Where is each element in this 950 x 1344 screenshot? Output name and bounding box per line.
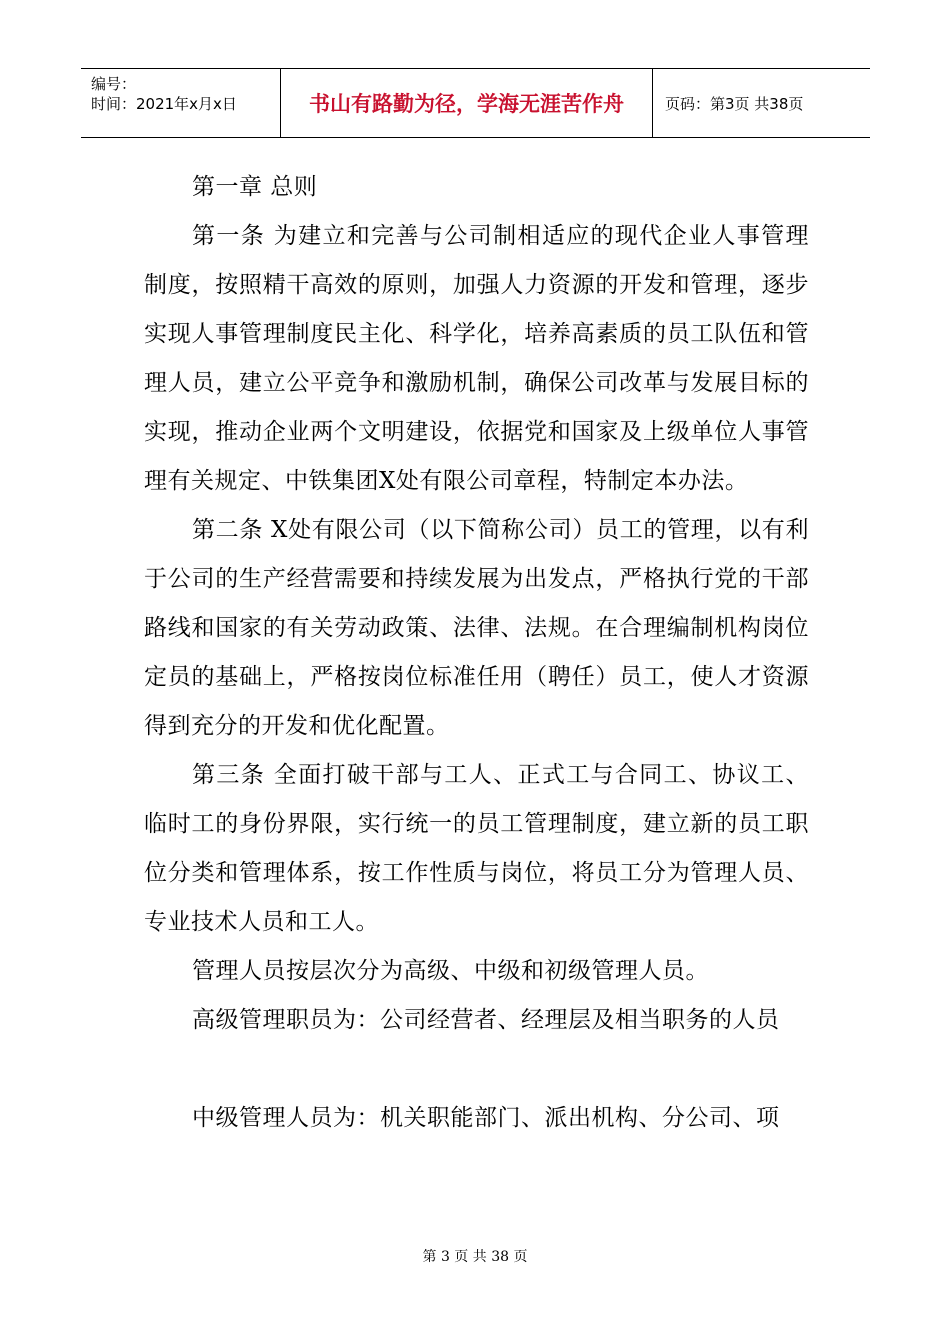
header-page-info: 页码：第3页 共38页 — [665, 94, 804, 113]
document-header — [81, 68, 870, 138]
document-body — [144, 163, 809, 1143]
page-footer: 第 3 页 共 38 页 — [422, 1249, 528, 1265]
blank-line — [144, 1045, 809, 1094]
header-motto: 书山有路勤为径，学海无涯苦作舟 — [281, 69, 653, 137]
article-3: 第三条 全面打破干部与工人、正式工与合同工、协议工、临时工的身份界限，实行统一的员工管理制度，建立新的员工职位分类和管理体系，按工作性质与岗位，将员工分为管理人员、专业技术人员和工人。 — [144, 762, 809, 935]
paragraph-management-levels: 管理人员按层次分为高级、中级和初级管理人员。 — [192, 958, 709, 984]
chapter-title: 第一章 总则 — [192, 174, 318, 200]
header-meta-cell — [81, 69, 281, 137]
article-2: 第二条 X处有限公司（以下简称公司）员工的管理，以有利于公司的生产经营需要和持续发展为出发点，严格执行党的干部路线和国家的有关劳动政策、法律、法规。在合理编制机构岗位定员的基础上，严格按岗位标准任用（聘任）员工，使人才资源得到充分的开发和优化配置。 — [144, 517, 809, 739]
paragraph-middle-staff: 中级管理人员为：机关职能部门、派出机构、分公司、项 — [192, 1105, 780, 1131]
serial-label: 编号： — [91, 75, 137, 93]
article-1: 第一条 为建立和完善与公司制相适应的现代企业人事管理制度，按照精干高效的原则，加强人力资源的开发和管理，逐步实现人事管理制度民主化、科学化，培养高素质的员工队伍和管理人员，建立公平竞争和激励机制，确保公司改革与发展目标的实现，推动企业两个文明建设，依据党和国家及上级单位人事管理有关规定、中铁集团X处有限公司章程，特制定本办法。 — [144, 223, 809, 494]
time-label: 时间：2021年x月x日 — [91, 95, 237, 113]
paragraph-senior-staff: 高级管理职员为：公司经营者、经理层及相当职务的人员 — [192, 1007, 780, 1033]
